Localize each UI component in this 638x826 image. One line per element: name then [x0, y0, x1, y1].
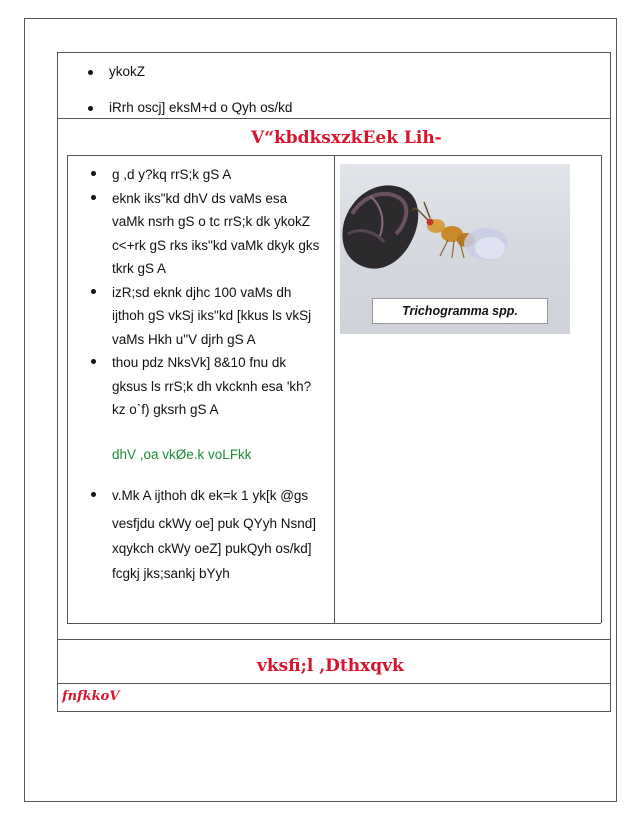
footer-label: fnfkkoV [62, 689, 120, 704]
bullet-text: kz o`f) gksrh gS A [112, 402, 219, 417]
bullet-text: g ,d y?kq rrS;k gS A [112, 167, 232, 182]
list-item: v.Mk A ijthoh dk ek=k 1 yk[k @gs [112, 484, 308, 507]
bullet-text: tkrk gS A [112, 261, 167, 276]
list-item [112, 351, 319, 422]
list-item: iRrh oscj] eksM+d o Qyh os/kd [109, 98, 292, 118]
crop-line: vesfjdu ckWy oe] puk QYyh Nsnd] [112, 516, 316, 531]
table-rule [57, 639, 611, 640]
top-bullet-list [109, 62, 292, 118]
table-rule [334, 155, 335, 623]
crop-line: fcgkj jks;sankj bYyh [112, 566, 230, 581]
table-rule [57, 118, 611, 119]
bullet-text: thou pdz NksVk] 8&10 fnu dk [112, 355, 287, 370]
bullet-text: ijthoh gS vkSj iks"kd [kkus ls vkSj [112, 308, 312, 323]
bullet-text: c<+rk gS rks iks"kd vaMk dkyk gks [112, 237, 320, 253]
photo-caption: Trichogramma spp. [372, 298, 548, 324]
bullet-text: gksus ls rrS;k dh vkcknh esa 'kh? [112, 378, 312, 394]
list-item [112, 187, 319, 281]
table-rule [601, 155, 602, 623]
table-rule [67, 623, 601, 624]
bullet-text: vaMs Hkh u"V djrh gS A [112, 331, 256, 347]
table-rule [57, 683, 611, 684]
list-item [112, 281, 319, 352]
list-item: ykokZ [109, 62, 292, 82]
crop-line: xqykch ckWy oeZ] pukQyh os/kd] [112, 541, 312, 556]
trichogramma-photo [340, 164, 570, 334]
section-heading: V“kbdksxzkEek Lih- [251, 128, 442, 148]
list-item [112, 163, 319, 187]
bullet-text: izR;sd eknk djhc 100 vaMs dh [112, 284, 292, 300]
left-bullet-list [112, 163, 319, 422]
subheading-green: dhV ,oa vkØe.k voLFkk [112, 447, 252, 462]
section-heading: vksfi;l ,Dthxqvk [257, 656, 404, 676]
bullet-text: eknk iks"kd dhV ds vaMs esa [112, 190, 288, 206]
table-rule [67, 155, 68, 623]
left-bullet-list-2 [112, 484, 308, 507]
bullet-text: vaMk nsrh gS o tc rrS;k dk ykokZ [112, 214, 311, 229]
